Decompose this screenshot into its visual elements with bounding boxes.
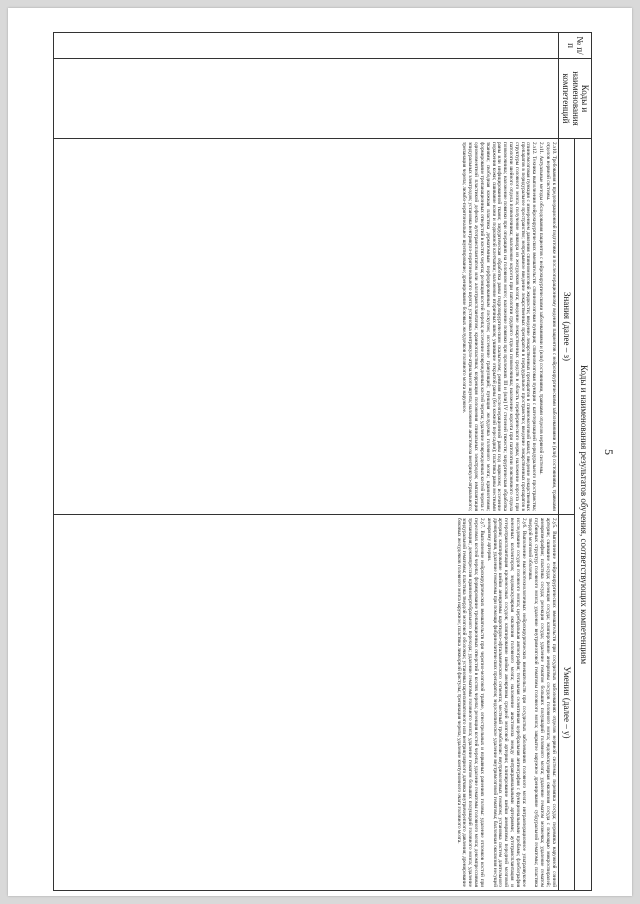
header-group: Коды и наименования результатов обучения, соответствующих компетенциям [575,139,592,891]
table-row [53,33,558,891]
cell-codes [53,59,558,139]
cell-num [53,33,558,59]
knowledge-item: 2.з10. Требования к предоперационной подготовке и послеоперационному ведению пациентов с нейрохирургическими заболеваниями и (или) состояниями, травмами отделов нервной системы. [544,142,557,511]
cell-knowledge [53,139,558,515]
page-number: 5 [602,449,616,455]
header-skills: Умения (далее – у) [558,515,575,891]
rotated-content [8,8,632,896]
header-num: № п/п [558,33,591,59]
knowledge-item: 2.з11. Актуальные методы обследования пациентов с нейрохирургическими заболеваниями и (или) состояниями, травмами отделов нервной системы. [538,142,545,475]
competency-table [53,32,592,891]
cell-skills [53,515,558,891]
header-knowledge: Знания (далее – з) [558,139,575,515]
skill-item: 2.у7. Выполнение нейрохирургических вмешательств при черепно-мозговой травме, огнестрельных и взрывных ранениях головы: удаление отломков костей при переломах костей черепа; формирование трепанационных отверстий в костях черепа; резекция костей черепа; удаление гематомы головного мозга; декомпрессивная трепанация; декомпрессия краниовертебрального перехода; удаление гематомы головного мозга; удаление гематом больших полушарий головного мозга; удаление эпидуральной гематомы; пластика твердой мозговой оболочки; установка паренхиматозного или вентрикулярного датчика внутричерепного давления; дренирование боковых желудочков головного мозга наружное; пластика ликворной фистулы; трепанация черепа; удаление контузионного очага головного мозга. [455,518,485,887]
skill-item: 2.у5. Выполнение нейрохирургических вмешательств при сосудистых заболеваниях отделов нервной системы: перевязка сосуда; перевязка наружной сонной артерии; сшивание сосуда; резекция сосуда; клипирование аневризмы сосудов головного мозга; эндоваскулярная окклюзия сосуда с помощью микроспиралей; аневризморафия; пластика сосуда; резекция сосуда; удаление гематом больших полушарий головного мозга; удаление гематом мозжечка; удаление гематом глубинных структур головного мозга; удаление внутримозговой гематомы головного мозга; закрытое наружное дренирование субдуральной гематомы; пластика твердой мозговой оболочки. [527,518,557,887]
skill-item: 2.у6. Выполнение высокотехнологичных нейрохирургических вмешательств при сосудистых заболеваниях головного мозга: интраоперационное ультразвуковое исследование сосудов головного мозга; церебральная ангиография; тотальная селективная церебральная ангиография с функциональными пробами; флебография венозных коллекторов; эндоваскулярная окклюзия головного мозга; наложение анастомоза между интракраниальными артериями; аутотрансплантация и гетеротрансплантация кровеносных сосудов; клипирование шейки аневризмы средней мозговой артерии; клипирование шейки аневризмы передней мозговой артерии; клипирование шейки аневризмы каротидно-офтальмического сегмента; местный тромболизис внутримозговых гематом; установка систем длительного дренирования, удаление гематомы при помощи фибринолитических препаратов; эндоскопическое удаление внутримозговой гематомы; баллонная окклюзия несущей аневризму артерии. [485,518,527,887]
knowledge-item: 2.з12. Техника выполнения нейрохирургических вмешательств: спинномозговая пункция; спинномозговая пункция с катетеризацией перидурального пространства; спинномозговая пункция с измерением давления спинномозговой жидкости; введение лекарственных препаратов в спинномозговой канал; введение лекарственных препаратов в перидуральное пространство; непрерывное введение лекарственных препаратов в перидуральное пространство; введение лекарственных препаратов в структуры головного мозга; получение ликвора из желудочков мозга; введение лекарственных средств в область периферического нерва; наложение корсета при патологии шейного отдела позвоночника; наложение корсета при патологии грудного отдела позвоночника; наложение корсета при патологии поясничного отдела позвоночника; наложение повязки при операциях на головном мозге; наложение повязки при пролежнях III и (или) IV степеней тяжести; хирургическая обработка раны или инфицированной ткани; хирургическая обработка раны гидрохирургическим скальпелем; ревизия послеоперационной раны под наркозом; иссечение поражения кожи; сшивание кожи и подкожной клетчатки; наложение вторичных швов; ушивание открытой раны (без кожной пересадки); пластика раны местными тканями; свободная кожная пластика дерматомным перфорированным лоскутом; иссечение грануляций; пункция желудочка головного мозга; краниотомия; формирование трепанационных отверстий в костях черепа; резекция костей черепа; иссечение поврежденных костей черепа; удаление поврежденных костей черепа с одномоментной пластикой дефекта аутотрансплантатом или аллотрансплантатом; краниопластика; коррекция положения спинальных электродов; имплантация эпидуральных электродов; установка вентрикуло-перитонеального шунта; установка вентрикуло-атриального шунта; наложение анастомоза вентрикуло-атриального; трепанация черепа; люмбо-перитонеальное шунтирование; дренирование боковых желудочков головного мозга наружное. [461,142,538,511]
document-page [8,8,632,896]
header-codes: Коды и наименования компетенций [558,59,591,139]
